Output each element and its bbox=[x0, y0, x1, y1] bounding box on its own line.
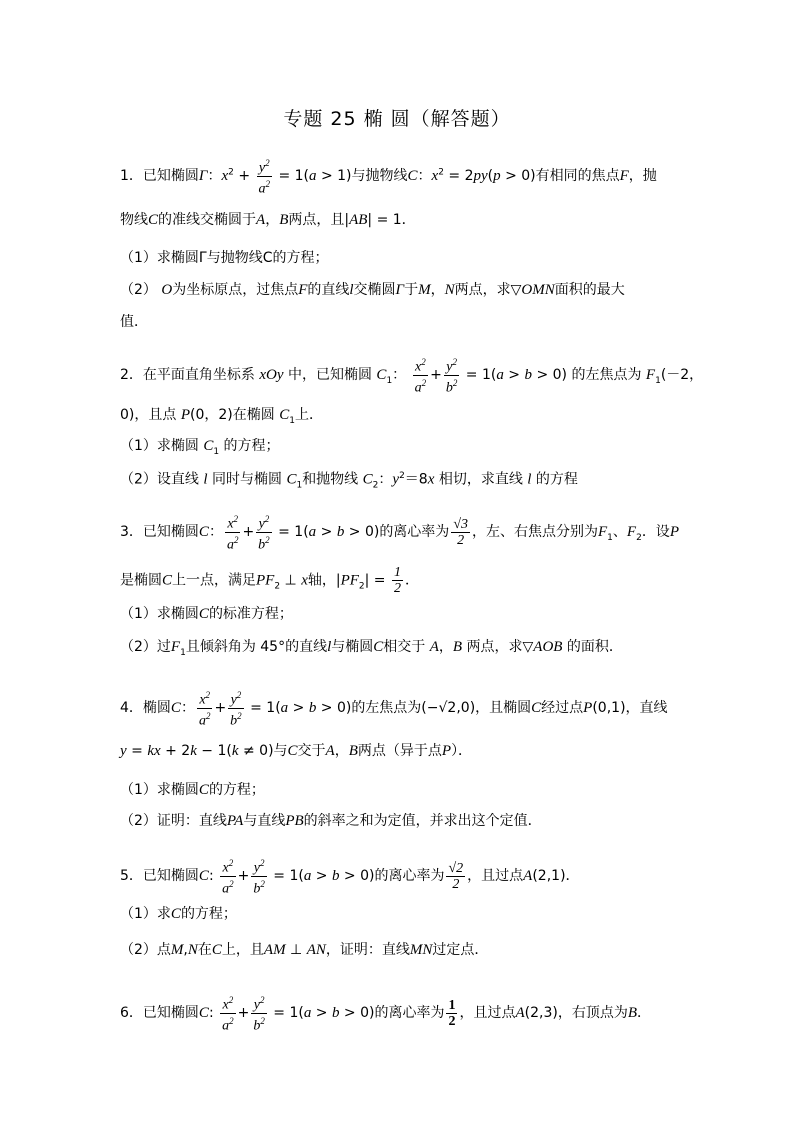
problem-1-line-2: 物线C的准线交椭圆于A，B两点，且|AB| = 1． bbox=[120, 212, 416, 228]
problem-5-part-2: （2）点M,N在C上，且AM ⊥ AN，证明：直线MN过定点． bbox=[120, 942, 489, 958]
problem-3-part-1: （1）求椭圆C的标准方程； bbox=[120, 606, 293, 622]
problem-3-part-2: （2）过$F_1$且倾斜角为 45°的直线l与椭圆C相交于 A，B 两点，求▽AOB 的面积． bbox=[120, 639, 623, 658]
page-title: 专题 25 椭 圆（解答题） bbox=[283, 108, 511, 130]
problem-1-part-2: （2） O为坐标原点，过焦点F的直线l交椭圆Γ于M，N两点，求▽OMN面积的最大 bbox=[120, 282, 625, 298]
problem-6-line-1: 6．已知椭圆C: $\frac{x^2}{a^2}$ + $\frac{y^2}{b^2}$ = 1(a > b > 0)的离心率为 $\frac{1}{2}$ ，且过点A(2,3)，右顶点为B． bbox=[120, 995, 652, 1034]
problem-1-line-1: 1．已知椭圆Γ：$x^2$ + $\frac{y^2}{a^2}$ = 1(a > 1)与抛物线C：$x^2 = 2py(p > 0)$有相同的焦点F，抛 bbox=[120, 158, 657, 197]
problem-4-part-2: （2）证明：直线PA与直线PB的斜率之和为定值，并求出这个定值． bbox=[120, 813, 542, 829]
problem-2-part-2: （2）设直线 l 同时与椭圆 $C_1$和抛物线 $C_2$：$y^2=8x$ 相切，求直线 l 的方程 bbox=[120, 471, 578, 491]
problem-3-line-1: 3．已知椭圆C： $\frac{x^2}{a^2}$ + $\frac{y^2}{b^2}$ = 1(a > b > 0)的离心率为 $\frac{√3}{2}$ ，左、右焦点分别为$F_1$、$F_2$．设P bbox=[120, 514, 679, 553]
problem-5-line-1: 5．已知椭圆C: $\frac{x^2}{a^2}$ + $\frac{y^2}{b^2}$ = 1(a > b > 0)的离心率为 $\frac{√2}{2}$ ，且过点A(2,1)． bbox=[120, 858, 580, 897]
problem-5-part-1: （1）求C的方程； bbox=[120, 906, 237, 922]
problem-2-line-1: 2．在平面直角坐标系 xOy 中，已知椭圆 $C_1$： $\frac{x^2}{a^2}$ + $\frac{y^2}{b^2}$ = 1(a > b > 0) 的左焦点为 $F_1(-2$， bbox=[120, 357, 704, 396]
problem-4-line-2: y = kx + 2k − 1(k ≠ 0)与C交于A，B两点（异于点P）． bbox=[120, 743, 473, 759]
problem-4-part-1: （1）求椭圆C的方程； bbox=[120, 782, 265, 798]
problem-3-line-2: 是椭圆C上一点，满足$PF_2$ ⊥ x轴，$|PF_2|$ = $\frac{1}{2}$ ． bbox=[120, 565, 419, 596]
problem-4-line-1: 4．椭圆C： $\frac{x^2}{a^2}$ + $\frac{y^2}{b^2}$ = 1(a > b > 0)的左焦点为(−√2,0)，且椭圆C经过点P(0,1)，直线 bbox=[120, 690, 668, 729]
problem-2-line-2: 0)，且点 P(0，2)在椭圆 $C_1$上． bbox=[120, 407, 323, 426]
problem-2-part-1: （1）求椭圆 $C_1$ 的方程； bbox=[120, 438, 280, 457]
problem-1-part-2-cont: 值． bbox=[120, 314, 148, 330]
problem-1-part-1: （1）求椭圆Γ与抛物线C的方程； bbox=[120, 250, 329, 266]
